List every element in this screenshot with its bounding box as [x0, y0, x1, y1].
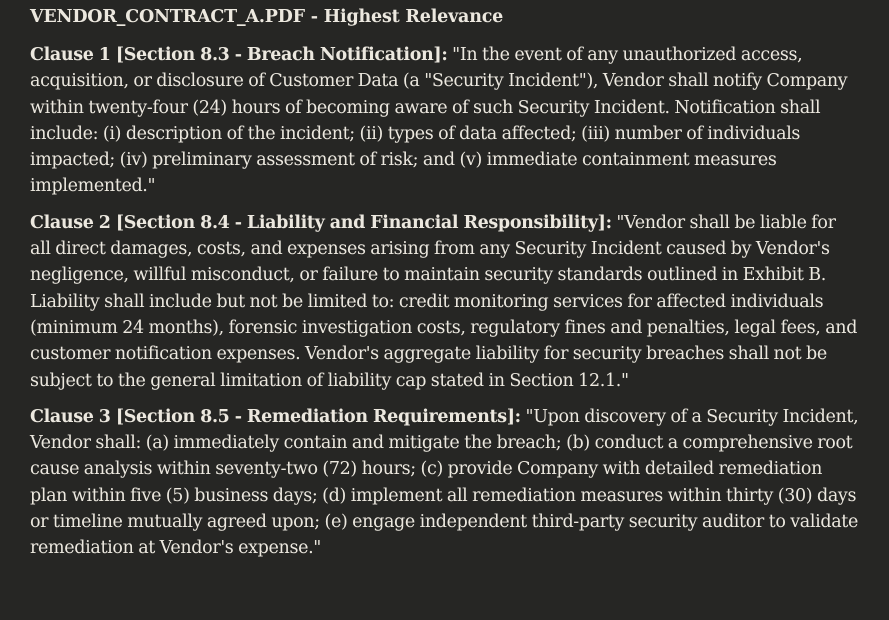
clause-2 [30, 210, 859, 394]
clause-3 [30, 404, 859, 562]
clause-1-text: "In the event of any unauthorized access, acquisition, or disclosure of Customer Data (a "Security Incident"), Vendor shall notify Company within twenty-four (24) hours of becoming aware of such Security Incident. Notification shall include: (i) description of the incident; (ii) types of data affected; (iii) number of individuals impacted; (iv) preliminary assessment of risk; and (v) immediate containment measures implemented." [30, 45, 848, 197]
clause-3-heading: Clause 3 [Section 8.5 - Remediation Requirements]: [30, 406, 521, 427]
clause-2-text: "Vendor shall be liable for all direct damages, costs, and expenses arising from any Security Incident caused by Vendor's negligence, willful misconduct, or failure to maintain security standards outlined in Exhibit B. Liability shall include but not be limited to: credit monitoring services for affected individuals (minimum 24 months), forensic investigation costs, regulatory fines and penalties, legal fees, and customer notification expenses. Vendor's aggregate liability for security breaches shall not be subject to the general limitation of liability cap stated in Section 12.1." [30, 212, 858, 391]
clause-1 [30, 42, 859, 200]
clause-2-heading: Clause 2 [Section 8.4 - Liability and Financial Responsibility]: [30, 212, 612, 233]
clause-3-text: "Upon discovery of a Security Incident, Vendor shall: (a) immediately contain and mitigate the breach; (b) conduct a comprehensive root cause analysis within seventy-two (72) hours; (c) provide Company with detailed remediation plan within five (5) business days; (d) implement all remediation measures within thirty (30) days or timeline mutually agreed upon; (e) engage independent third-party security auditor to validate remediation at Vendor's expense." [30, 406, 859, 559]
document-title: VENDOR_CONTRACT_A.PDF - Highest Relevance [30, 7, 504, 27]
clause-1-heading: Clause 1 [Section 8.3 - Breach Notification]: [30, 45, 448, 65]
